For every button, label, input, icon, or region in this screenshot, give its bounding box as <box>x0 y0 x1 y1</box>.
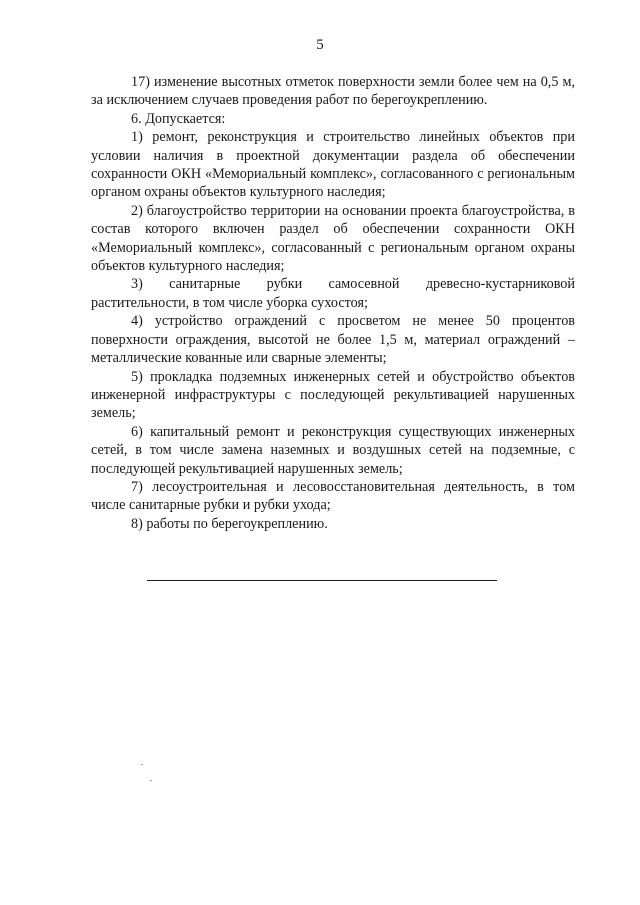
paragraph-item-3: 3) санитарные рубки самосевной древесно-кустарниковой растительности, в том числе уборка сухостоя; <box>91 276 575 311</box>
paragraph-item-6: 6) капитальный ремонт и реконструкция существующих инженерных сетей, в том числе замена наземных и воздушных сетей на подземные, с последующей рекультивацией нарушенных земель; <box>91 423 575 477</box>
paragraph-item-5: 5) прокладка подземных инженерных сетей и обустройство объектов инженерной инфраструктуры с последующей рекультивацией нарушенных земель; <box>91 368 575 422</box>
paragraph-item-2: 2) благоустройство территории на основании проекта благоустройства, в состав которого включен раздел об обеспечении сохранности ОКН «Мемориальный комплекс», согласованный с региональным органом охраны объектов культурного наследия; <box>91 202 575 275</box>
document-body <box>91 73 575 533</box>
paragraph-item-17: 17) изменение высотных отметок поверхности земли более чем на 0,5 м, за исключением случаев проведения работ по берегоукреплению. <box>91 74 575 109</box>
scan-speck <box>150 780 152 781</box>
scan-speck <box>141 764 143 765</box>
paragraph-item-8: 8) работы по берегоукреплению. <box>131 515 328 532</box>
paragraph-item-7: 7) лесоустроительная и лесовосстановительная деятельность, в том числе санитарные рубки и рубки ухода; <box>91 478 575 514</box>
page-number: 5 <box>316 37 324 53</box>
section-6-heading: 6. Допускается: <box>131 110 226 127</box>
paragraph-item-1: 1) ремонт, реконструкция и строительство линейных объектов при условии наличия в проектной документации раздела об обеспечении сохранности ОКН «Мемориальный комплекс», согласованного с региональным органом охраны объектов культурного наследия; <box>91 129 575 201</box>
end-divider-line <box>147 580 497 581</box>
paragraph-item-4: 4) устройство ограждений с просветом не менее 50 процентов поверхности ограждения, высотой не более 1,5 м, материал ограждений – металлические кованные или сварные элементы; <box>91 313 575 367</box>
